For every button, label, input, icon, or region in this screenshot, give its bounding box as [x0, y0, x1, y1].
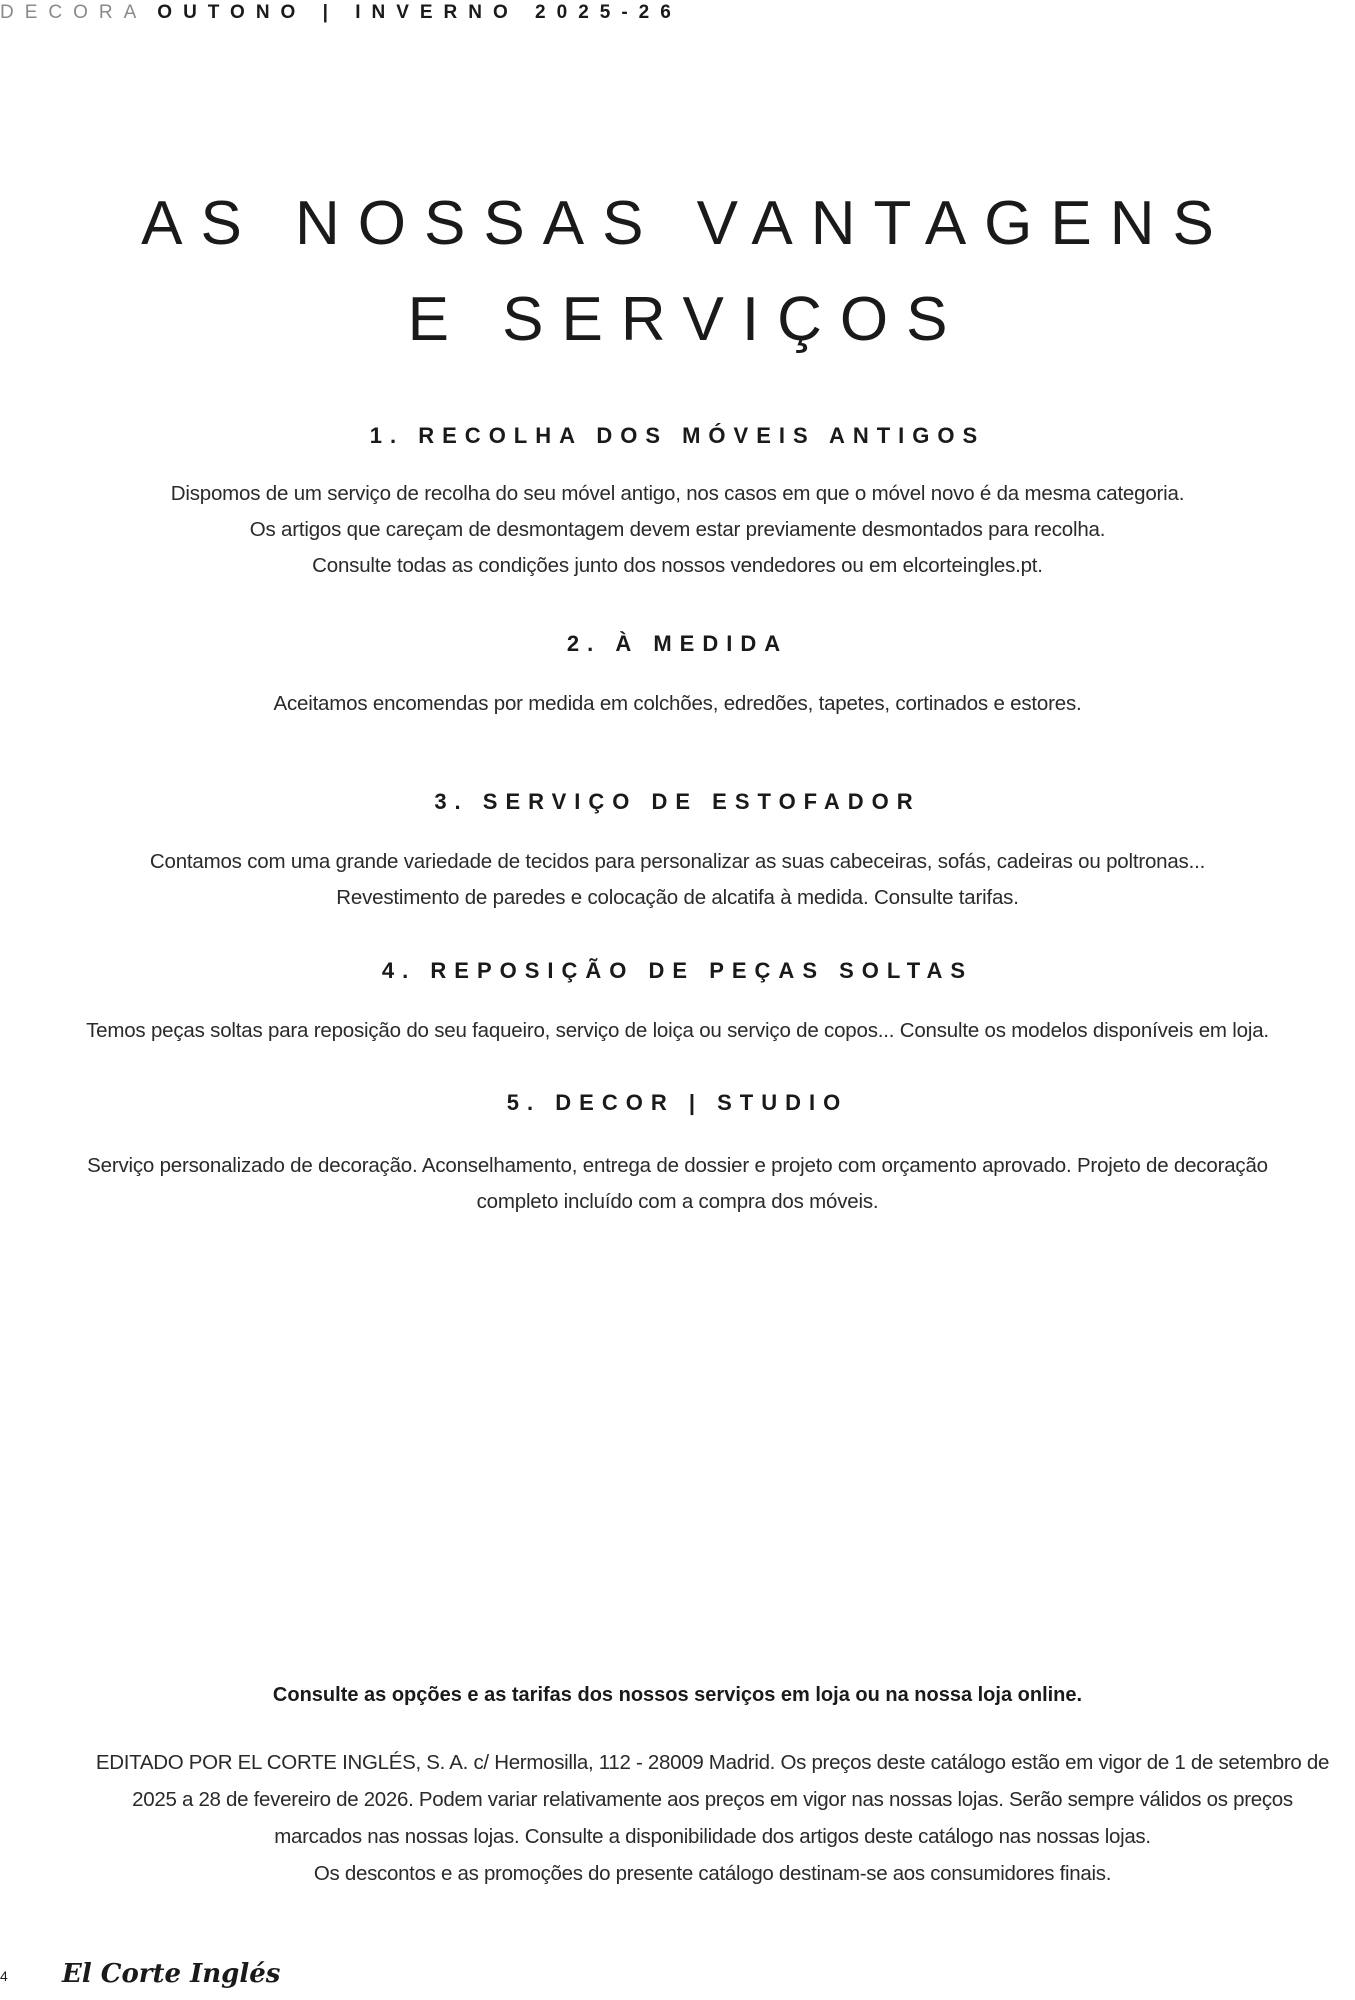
section-5-line-1: Serviço personalizado de decoração. Aconselhamento, entrega de dossier e projeto com orçamento aprovado. Projeto de decoração — [87, 1154, 1268, 1177]
section-3-line-1: Contamos com uma grande variedade de tecidos para personalizar as suas cabeceiras, sofás, cadeiras ou poltronas... — [149, 850, 1206, 873]
section-body-3 — [60, 844, 1295, 916]
section-heading-2: 2. À MEDIDA — [566, 631, 789, 656]
legal-line-1: EDITADO POR EL CORTE INGLÉS, S. A. c/ Hermosilla, 112 - 28009 Madrid. Os preços deste catálogo estão em vigor de 1 de setembro de — [95, 1751, 1330, 1774]
el-corte-ingles-logo — [60, 1950, 281, 1994]
page-number: 4 — [0, 1968, 8, 1984]
page-title-line-1: AS NOSSAS VANTAGENS — [141, 189, 1232, 258]
section-heading-1: 1. RECOLHA DOS MÓVEIS ANTIGOS — [369, 423, 986, 448]
section-1-line-3: Consulte todas as condições junto dos nossos vendedores ou em elcorteingles.pt. — [312, 554, 1043, 577]
section-body-5 — [60, 1148, 1295, 1220]
services-note: Consulte as opções e as tarifas dos nossos serviços em loja ou na nossa loja online. — [272, 1684, 1083, 1706]
logo-wordmark: El Corte Inglés — [62, 1959, 281, 1989]
section-body-4 — [60, 1013, 1295, 1049]
catalog-header — [0, 0, 682, 26]
section-1-line-1: Dispomos de um serviço de recolha do seu móvel antigo, nos casos em que o móvel novo é da mesma categoria. — [170, 482, 1185, 505]
section-heading-3: 3. SERVIÇO DE ESTOFADOR — [434, 789, 921, 814]
section-1-line-2: Os artigos que careçam de desmontagem devem estar previamente desmontados para recolha. — [249, 518, 1106, 541]
section-2-line-1: Aceitamos encomendas por medida em colchões, edredões, tapetes, cortinados e estores. — [273, 692, 1082, 715]
legal-line-3: marcados nas nossas lojas. Consulte a disponibilidade dos artigos deste catálogo nas nossas lojas. — [274, 1825, 1151, 1848]
legal-notice — [70, 1744, 1355, 1892]
brand-name: DECORA — [0, 2, 148, 23]
legal-line-2: 2025 a 28 de fevereiro de 2026. Podem variar relativamente aos preços em vigor nas nossas lojas. Serão sempre válidos os preços — [132, 1788, 1293, 1811]
section-heading-4: 4. REPOSIÇÃO DE PEÇAS SOLTAS — [381, 958, 974, 983]
page-title — [0, 176, 1355, 368]
page-title-line-2: E SERVIÇOS — [407, 285, 966, 354]
legal-line-4: Os descontos e as promoções do presente catálogo destinam-se aos consumidores finais. — [313, 1862, 1112, 1885]
section-5-line-2: completo incluído com a compra dos móveis. — [476, 1190, 879, 1213]
section-body-1 — [60, 476, 1295, 584]
section-3-line-2: Revestimento de paredes e colocação de alcatifa à medida. Consulte tarifas. — [336, 886, 1019, 909]
section-4-line-1: Temos peças soltas para reposição do seu faqueiro, serviço de loiça ou serviço de copos... Consulte os modelos disponíveis em loja. — [86, 1019, 1269, 1042]
section-body-2 — [60, 686, 1295, 722]
season-label: OUTONO | INVERNO 2025-26 — [157, 2, 682, 23]
section-heading-5: 5. DECOR | STUDIO — [506, 1090, 849, 1115]
